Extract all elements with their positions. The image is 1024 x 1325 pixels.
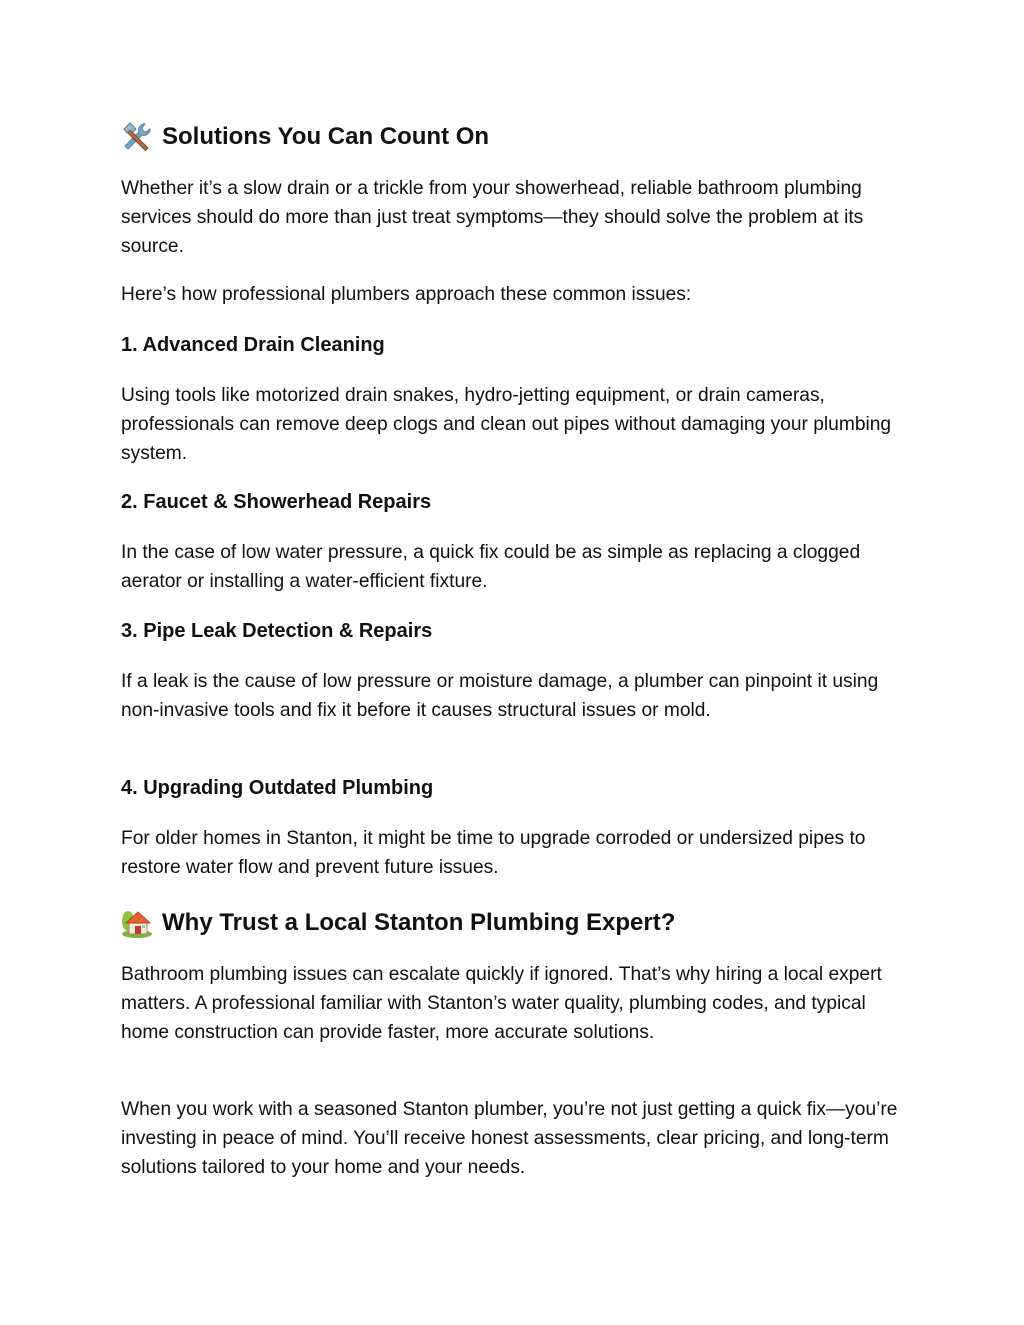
item-heading: 1. Advanced Drain Cleaning bbox=[121, 334, 385, 356]
section-heading-solutions bbox=[121, 121, 489, 153]
paragraph: Whether it’s a slow drain or a trickle from your showerhead, reliable bathroom plumbing services should do more than just treat symptoms—they should solve the problem at its source. bbox=[121, 178, 864, 257]
item-text: For older homes in Stanton, it might be time to upgrade corroded or undersized pipes to restore water flow and prevent future issues. bbox=[121, 828, 866, 878]
house-with-garden-icon bbox=[121, 907, 153, 939]
hammer-and-wrench-icon bbox=[121, 121, 153, 153]
item-text: If a leak is the cause of low pressure or moisture damage, a plumber can pinpoint it using non-invasive tools and fix it before it causes structural issues or mold. bbox=[121, 671, 879, 721]
item-heading: 2. Faucet & Showerhead Repairs bbox=[121, 491, 432, 513]
item-text: In the case of low water pressure, a quick fix could be as simple as replacing a clogged aerator or installing a water-efficient fixture. bbox=[121, 542, 861, 592]
paragraph: Bathroom plumbing issues can escalate quickly if ignored. That’s why hiring a local expert matters. A professional familiar with Stanton’s water quality, plumbing codes, and typical home construction can provide faster, more accurate solutions. bbox=[121, 964, 882, 1043]
item-heading: 3. Pipe Leak Detection & Repairs bbox=[121, 620, 433, 642]
section-heading-local-expert bbox=[121, 907, 675, 939]
section-heading-text: Solutions You Can Count On bbox=[162, 123, 490, 150]
paragraph: When you work with a seasoned Stanton plumber, you’re not just getting a quick fix—you’re investing in peace of mind. You’ll receive honest assessments, clear pricing, and long-term solutions tailored to your home and your needs. bbox=[121, 1099, 898, 1178]
item-text: Using tools like motorized drain snakes, hydro-jetting equipment, or drain cameras, professionals can remove deep clogs and clean out pipes without damaging your plumbing system. bbox=[121, 385, 892, 464]
paragraph: Here’s how professional plumbers approach these common issues: bbox=[121, 284, 692, 305]
section-heading-text: Why Trust a Local Stanton Plumbing Expert? bbox=[162, 909, 676, 936]
item-heading: 4. Upgrading Outdated Plumbing bbox=[121, 777, 434, 799]
